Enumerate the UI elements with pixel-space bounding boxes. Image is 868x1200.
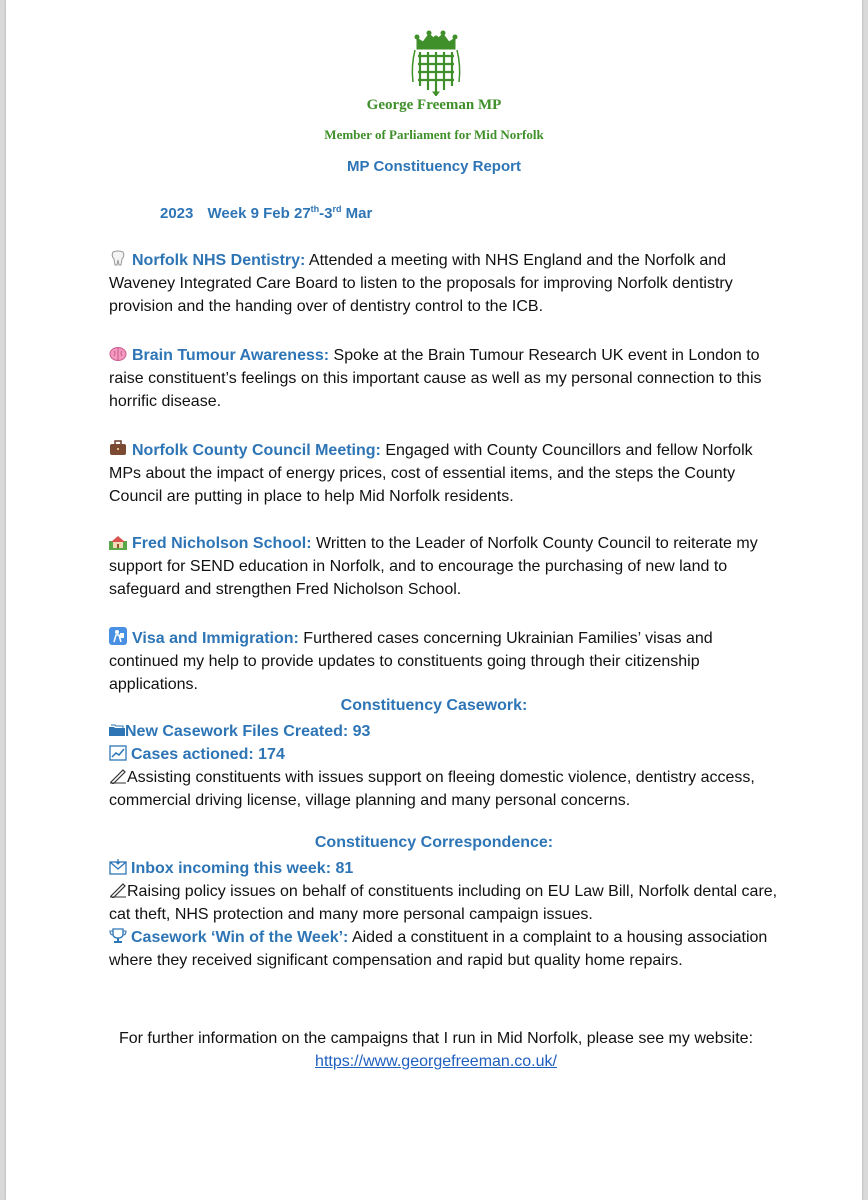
section-body: Written to the Leader of Norfolk County Council to reiterate my support for SEND education in Norfolk, and to encourage the purchasing of new land to safeguard and strengthen Fred Nicholson School. (109, 535, 758, 598)
section-body: Furthered cases concerning Ukrainian Families’ visas and continued my help to provide updates to constituents going through their citizenship applications. (109, 630, 713, 693)
section-body: Engaged with County Councillors and fellow Norfolk MPs about the impact of energy prices, cost of essential items, and the steps the County Council are putting in place to help Mid Norfolk residents. (109, 442, 753, 505)
week-sup-start: th (310, 204, 320, 214)
tooth-icon (109, 249, 127, 267)
writing-hand-icon (109, 768, 127, 784)
week-label: Week 9 Feb 27 (207, 205, 311, 222)
mp-role: Member of Parliament for Mid Norfolk (324, 127, 544, 142)
section-body: Spoke at the Brain Tumour Research UK event in London to raise constituent’s feelings on this important cause as well as my personal connection to this horrific disease. (109, 347, 762, 410)
website-link[interactable]: https://www.georgefreeman.co.uk/ (315, 1053, 557, 1070)
section-visa (109, 627, 769, 696)
week-sup-end: rd (332, 204, 342, 214)
section-title: Norfolk County Council Meeting: (132, 442, 381, 459)
cases-actioned-label: Cases actioned: 174 (131, 746, 285, 763)
folders-icon (109, 721, 125, 735)
envelope-icon (109, 859, 127, 875)
briefcase-icon (109, 439, 127, 457)
week-end: Mar (341, 205, 373, 222)
report-title: MP Constituency Report (347, 158, 521, 175)
win-title: Casework ‘Win of the Week’: (131, 929, 349, 946)
passport-control-icon (109, 627, 127, 645)
section-title: Fred Nicholson School: (132, 535, 312, 552)
mp-name: George Freeman MP (366, 97, 502, 113)
section-body: Attended a meeting with NHS England and the Norfolk and Waveney Integrated Care Board to listen to the proposals for improving Norfolk dentistry provision and the handing over of dentistry control to the ICB. (109, 252, 733, 315)
assisting-text: Assisting constituents with issues support on fleeing domestic violence, dentistry access, commercial driving license, village planning and many personal concerns. (109, 769, 755, 809)
chart-increasing-icon (109, 745, 127, 761)
trophy-icon (109, 928, 127, 944)
report-year: 2023 (160, 205, 194, 222)
school-icon (109, 532, 127, 550)
section-title: Norfolk NHS Dentistry: (132, 252, 306, 269)
report-week (160, 204, 372, 222)
casework-assisting (109, 766, 789, 812)
portcullis-logo-icon (409, 30, 463, 96)
win-of-the-week (109, 926, 789, 972)
correspondence-heading: Constituency Correspondence: (314, 834, 554, 851)
inbox-label: Inbox incoming this week: 81 (131, 860, 354, 877)
section-dentistry (109, 249, 769, 318)
brain-icon (109, 344, 127, 362)
footer-text: For further information on the campaigns that I run in Mid Norfolk, please see my website: (118, 1030, 754, 1047)
inbox-incoming (109, 857, 789, 880)
week-mid: -3 (319, 205, 333, 222)
policy-issues (109, 880, 789, 926)
policy-text: Raising policy issues on behalf of constituents including on EU Law Bill, Norfolk dental care, cat theft, NHS protection and many more personal campaign issues. (109, 883, 778, 923)
cases-actioned (109, 743, 789, 766)
footer-note (116, 1027, 756, 1073)
writing-hand-icon (109, 882, 127, 898)
section-school (109, 532, 769, 601)
section-title: Visa and Immigration: (132, 630, 299, 647)
section-county-council (109, 439, 769, 508)
section-title: Brain Tumour Awareness: (132, 347, 330, 364)
section-brain-tumour (109, 344, 769, 413)
new-files-label: New Casework Files Created: 93 (125, 723, 371, 740)
document-page (6, 0, 862, 1200)
casework-heading: Constituency Casework: (340, 697, 528, 714)
win-text: Aided a constituent in a complaint to a housing association where they received significant compensation and rapid but quality home repairs. (109, 929, 768, 969)
new-casework-files (109, 720, 789, 743)
